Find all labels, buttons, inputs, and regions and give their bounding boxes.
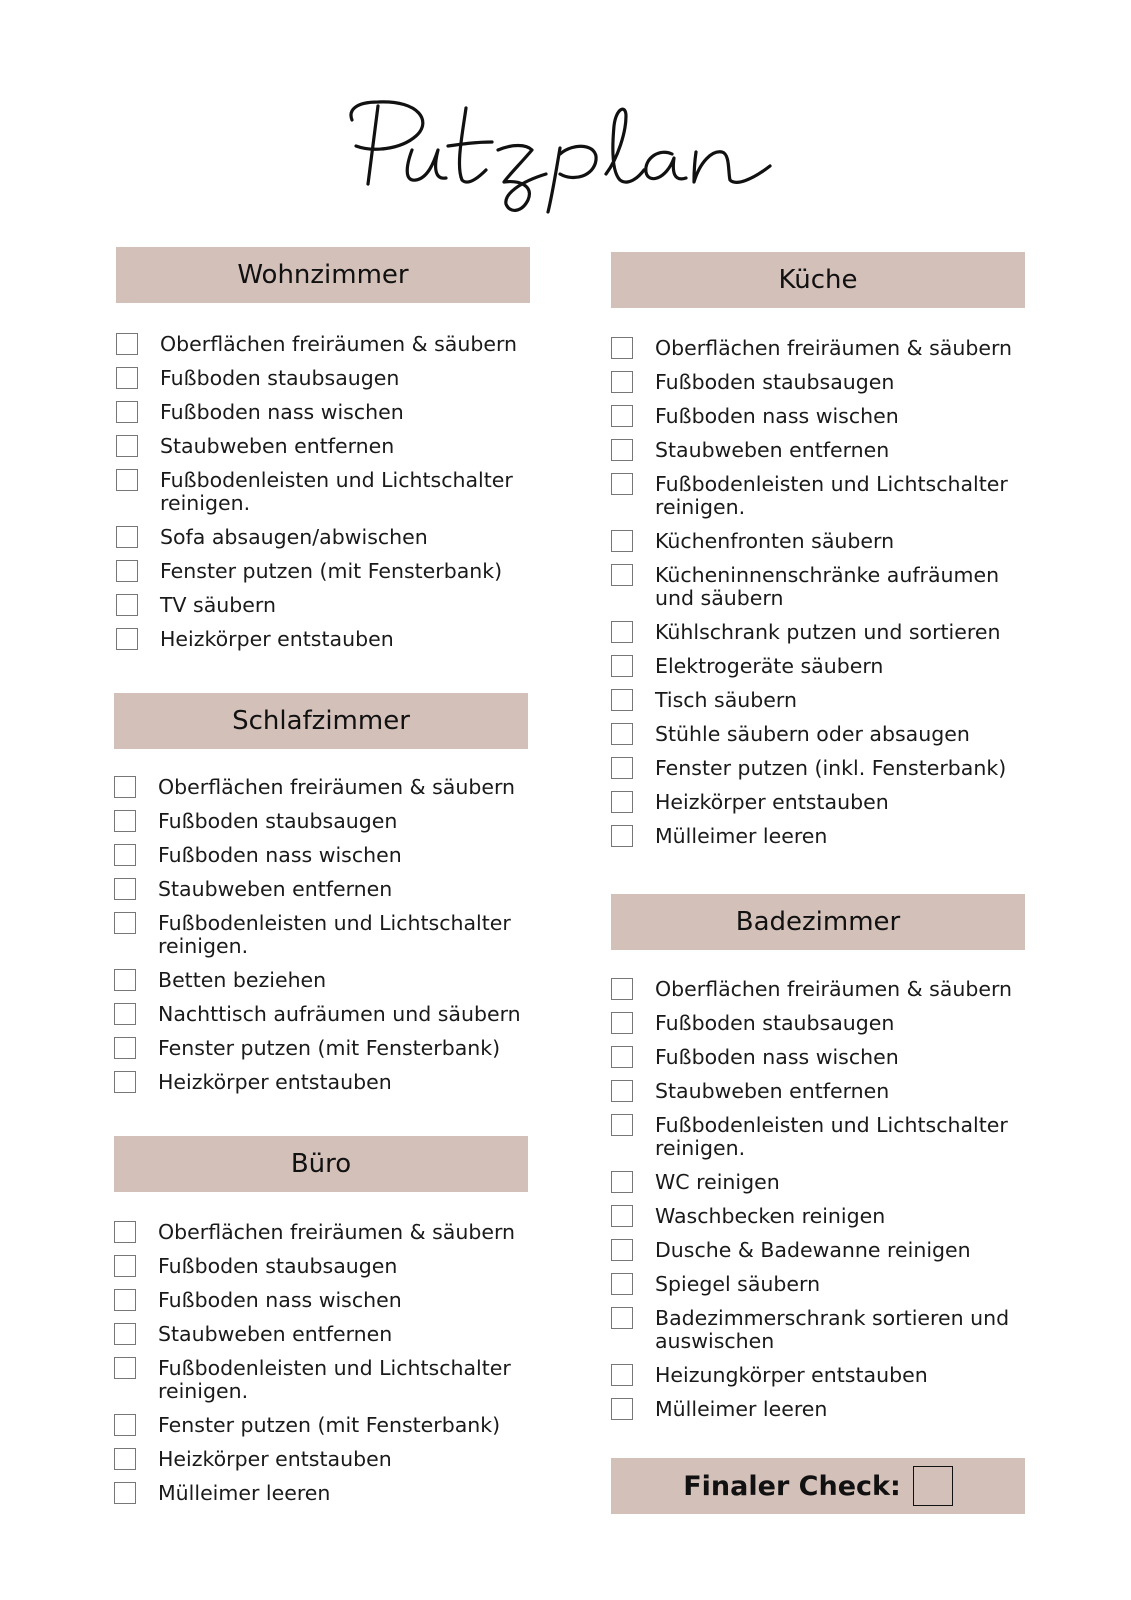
item-label: Fenster putzen (mit Fensterbank) bbox=[160, 559, 503, 583]
checkbox[interactable] bbox=[611, 405, 633, 427]
item-label: Heizkörper entstauben bbox=[655, 790, 889, 814]
item-label: Fenster putzen (mit Fensterbank) bbox=[158, 1036, 501, 1060]
checkbox[interactable] bbox=[116, 469, 138, 491]
item-label: Oberflächen freiräumen & säubern bbox=[158, 1220, 516, 1244]
list-item bbox=[114, 1448, 528, 1482]
item-label: Fußboden staubsaugen bbox=[158, 1254, 398, 1278]
list-item bbox=[611, 621, 1025, 655]
list-item bbox=[116, 469, 530, 526]
item-label: Staubweben entfernen bbox=[158, 1322, 393, 1346]
item-label: Mülleimer leeren bbox=[655, 1397, 828, 1421]
item-label: Fußbodenleisten und Lichtschalter reinigen. bbox=[158, 1356, 511, 1403]
item-label: WC reinigen bbox=[655, 1170, 780, 1194]
checklist-schlafzimmer bbox=[114, 776, 528, 1105]
checkbox[interactable] bbox=[114, 1482, 136, 1504]
item-label: Heizkörper entstauben bbox=[158, 1070, 392, 1094]
item-label: Staubweben entfernen bbox=[158, 877, 393, 901]
item-label: Sofa absaugen/abwischen bbox=[160, 525, 428, 549]
list-item bbox=[611, 337, 1025, 371]
checkbox[interactable] bbox=[611, 1239, 633, 1261]
list-item bbox=[611, 439, 1025, 473]
list-item bbox=[114, 776, 528, 810]
list-item bbox=[611, 723, 1025, 757]
checklist-kueche bbox=[611, 337, 1025, 859]
item-label: Fenster putzen (inkl. Fensterbank) bbox=[655, 756, 1007, 780]
item-label: Kücheninnenschränke aufräumen und säubern bbox=[655, 563, 1000, 610]
list-item bbox=[611, 1114, 1025, 1171]
checkbox[interactable] bbox=[611, 1307, 633, 1329]
checkbox[interactable] bbox=[116, 594, 138, 616]
checkbox[interactable] bbox=[611, 1398, 633, 1420]
list-item bbox=[114, 1255, 528, 1289]
checkbox[interactable] bbox=[611, 1114, 633, 1136]
list-item bbox=[116, 628, 530, 662]
checkbox[interactable] bbox=[611, 1205, 633, 1227]
item-label: Fenster putzen (mit Fensterbank) bbox=[158, 1413, 501, 1437]
item-label: Küchenfronten säubern bbox=[655, 529, 895, 553]
item-label: Staubweben entfernen bbox=[655, 438, 890, 462]
checkbox[interactable] bbox=[611, 337, 633, 359]
list-item bbox=[611, 530, 1025, 564]
list-item bbox=[611, 825, 1025, 859]
list-item bbox=[611, 757, 1025, 791]
item-label: Heizkörper entstauben bbox=[158, 1447, 392, 1471]
list-item bbox=[611, 1307, 1025, 1364]
list-item bbox=[114, 1037, 528, 1071]
checkbox[interactable] bbox=[611, 1364, 633, 1386]
final-check-label: Finaler Check: bbox=[683, 1470, 901, 1502]
putzplan-script-title bbox=[0, 88, 1131, 228]
list-item bbox=[114, 969, 528, 1003]
checkbox[interactable] bbox=[611, 1171, 633, 1193]
checkbox[interactable] bbox=[114, 844, 136, 866]
item-label: Badezimmerschrank sortieren und auswischen bbox=[655, 1306, 1010, 1353]
checkbox[interactable] bbox=[611, 564, 633, 586]
item-label: Mülleimer leeren bbox=[655, 824, 828, 848]
checkbox[interactable] bbox=[114, 1289, 136, 1311]
checkbox[interactable] bbox=[114, 1255, 136, 1277]
section-header-wohnzimmer: Wohnzimmer bbox=[116, 247, 530, 303]
list-item bbox=[116, 526, 530, 560]
item-label: Fußboden staubsaugen bbox=[655, 1011, 895, 1035]
checkbox[interactable] bbox=[114, 1071, 136, 1093]
item-label: Heizkörper entstauben bbox=[160, 627, 394, 651]
item-label: Fußboden nass wischen bbox=[160, 400, 404, 424]
checkbox[interactable] bbox=[611, 371, 633, 393]
checkbox[interactable] bbox=[114, 1357, 136, 1379]
list-item bbox=[114, 912, 528, 969]
item-label: Oberflächen freiräumen & säubern bbox=[655, 336, 1013, 360]
checkbox[interactable] bbox=[114, 1221, 136, 1243]
list-item bbox=[611, 1205, 1025, 1239]
list-item bbox=[116, 401, 530, 435]
item-label: Oberflächen freiräumen & säubern bbox=[158, 775, 516, 799]
checkbox[interactable] bbox=[611, 1273, 633, 1295]
checkbox[interactable] bbox=[114, 1037, 136, 1059]
item-label: Stühle säubern oder absaugen bbox=[655, 722, 970, 746]
list-item bbox=[114, 1003, 528, 1037]
list-item bbox=[611, 1239, 1025, 1273]
section-header-schlafzimmer: Schlafzimmer bbox=[114, 693, 528, 749]
list-item bbox=[611, 1046, 1025, 1080]
item-label: Fußboden staubsaugen bbox=[158, 809, 398, 833]
checkbox[interactable] bbox=[114, 1414, 136, 1436]
item-label: Fußbodenleisten und Lichtschalter reinigen. bbox=[655, 1113, 1008, 1160]
list-item bbox=[116, 367, 530, 401]
list-item bbox=[611, 1398, 1025, 1432]
list-item bbox=[611, 1273, 1025, 1307]
page-title bbox=[0, 88, 1131, 228]
section-badezimmer bbox=[611, 894, 1025, 1432]
checkbox[interactable] bbox=[116, 560, 138, 582]
list-item bbox=[611, 1012, 1025, 1046]
list-item bbox=[116, 594, 530, 628]
section-header-badezimmer: Badezimmer bbox=[611, 894, 1025, 950]
checklist-buero bbox=[114, 1221, 528, 1516]
final-check-checkbox[interactable] bbox=[913, 1466, 953, 1506]
item-label: Fußboden nass wischen bbox=[655, 1045, 899, 1069]
list-item bbox=[114, 878, 528, 912]
item-label: Tisch säubern bbox=[655, 688, 797, 712]
final-check-bar bbox=[611, 1458, 1025, 1514]
item-label: Heizungkörper entstauben bbox=[655, 1363, 928, 1387]
section-kueche bbox=[611, 252, 1025, 859]
item-label: Fußboden staubsaugen bbox=[655, 370, 895, 394]
checkbox[interactable] bbox=[114, 1323, 136, 1345]
checkbox[interactable] bbox=[116, 401, 138, 423]
item-label: Elektrogeräte säubern bbox=[655, 654, 884, 678]
list-item bbox=[611, 978, 1025, 1012]
item-label: Nachttisch aufräumen und säubern bbox=[158, 1002, 521, 1026]
item-label: Waschbecken reinigen bbox=[655, 1204, 886, 1228]
checkbox[interactable] bbox=[114, 810, 136, 832]
list-item bbox=[611, 791, 1025, 825]
item-label: Oberflächen freiräumen & säubern bbox=[655, 977, 1013, 1001]
list-item bbox=[114, 1482, 528, 1516]
list-item bbox=[114, 1071, 528, 1105]
item-label: Fußbodenleisten und Lichtschalter reinigen. bbox=[160, 468, 513, 515]
item-label: Kühlschrank putzen und sortieren bbox=[655, 620, 1001, 644]
item-label: Oberflächen freiräumen & säubern bbox=[160, 332, 518, 356]
list-item bbox=[611, 564, 1025, 621]
checkbox[interactable] bbox=[611, 473, 633, 495]
list-item bbox=[114, 1221, 528, 1255]
checkbox[interactable] bbox=[116, 526, 138, 548]
item-label: Mülleimer leeren bbox=[158, 1481, 331, 1505]
item-label: Fußboden nass wischen bbox=[655, 404, 899, 428]
checklist-wohnzimmer bbox=[116, 333, 530, 662]
checkbox[interactable] bbox=[611, 723, 633, 745]
checkbox[interactable] bbox=[611, 439, 633, 461]
item-label: TV säubern bbox=[160, 593, 276, 617]
section-header-buero: Büro bbox=[114, 1136, 528, 1192]
checklist-badezimmer bbox=[611, 978, 1025, 1432]
list-item bbox=[116, 333, 530, 367]
list-item bbox=[114, 1357, 528, 1414]
checkbox[interactable] bbox=[611, 825, 633, 847]
item-label: Fußbodenleisten und Lichtschalter reinigen. bbox=[158, 911, 511, 958]
checkbox[interactable] bbox=[114, 1448, 136, 1470]
checkbox[interactable] bbox=[114, 1003, 136, 1025]
section-buero bbox=[114, 1136, 528, 1516]
checkbox[interactable] bbox=[611, 1046, 633, 1068]
item-label: Fußboden nass wischen bbox=[158, 843, 402, 867]
list-item bbox=[611, 655, 1025, 689]
checkbox[interactable] bbox=[611, 791, 633, 813]
list-item bbox=[611, 689, 1025, 723]
checkbox[interactable] bbox=[611, 689, 633, 711]
item-label: Staubweben entfernen bbox=[160, 434, 395, 458]
checkbox[interactable] bbox=[116, 367, 138, 389]
checkbox[interactable] bbox=[116, 333, 138, 355]
list-item bbox=[611, 405, 1025, 439]
checkbox[interactable] bbox=[611, 621, 633, 643]
list-item bbox=[611, 371, 1025, 405]
list-item bbox=[611, 473, 1025, 530]
checkbox[interactable] bbox=[116, 435, 138, 457]
list-item bbox=[114, 1414, 528, 1448]
list-item bbox=[114, 1323, 528, 1357]
list-item bbox=[611, 1364, 1025, 1398]
checkbox[interactable] bbox=[611, 530, 633, 552]
item-label: Staubweben entfernen bbox=[655, 1079, 890, 1103]
item-label: Betten beziehen bbox=[158, 968, 327, 992]
checkbox[interactable] bbox=[611, 978, 633, 1000]
list-item bbox=[114, 810, 528, 844]
section-schlafzimmer bbox=[114, 693, 528, 1105]
checkbox[interactable] bbox=[116, 628, 138, 650]
checkbox[interactable] bbox=[114, 878, 136, 900]
item-label: Spiegel säubern bbox=[655, 1272, 821, 1296]
section-wohnzimmer bbox=[116, 247, 530, 662]
checkbox[interactable] bbox=[114, 776, 136, 798]
checkbox[interactable] bbox=[611, 1080, 633, 1102]
list-item bbox=[611, 1171, 1025, 1205]
list-item bbox=[114, 1289, 528, 1323]
item-label: Fußboden staubsaugen bbox=[160, 366, 400, 390]
item-label: Fußbodenleisten und Lichtschalter reinigen. bbox=[655, 472, 1008, 519]
checkbox[interactable] bbox=[611, 1012, 633, 1034]
item-label: Fußboden nass wischen bbox=[158, 1288, 402, 1312]
checkbox[interactable] bbox=[611, 655, 633, 677]
list-item bbox=[611, 1080, 1025, 1114]
checkbox[interactable] bbox=[611, 757, 633, 779]
list-item bbox=[114, 844, 528, 878]
checkbox[interactable] bbox=[114, 969, 136, 991]
item-label: Dusche & Badewanne reinigen bbox=[655, 1238, 971, 1262]
checkbox[interactable] bbox=[114, 912, 136, 934]
list-item bbox=[116, 435, 530, 469]
list-item bbox=[116, 560, 530, 594]
section-header-kueche: Küche bbox=[611, 252, 1025, 308]
